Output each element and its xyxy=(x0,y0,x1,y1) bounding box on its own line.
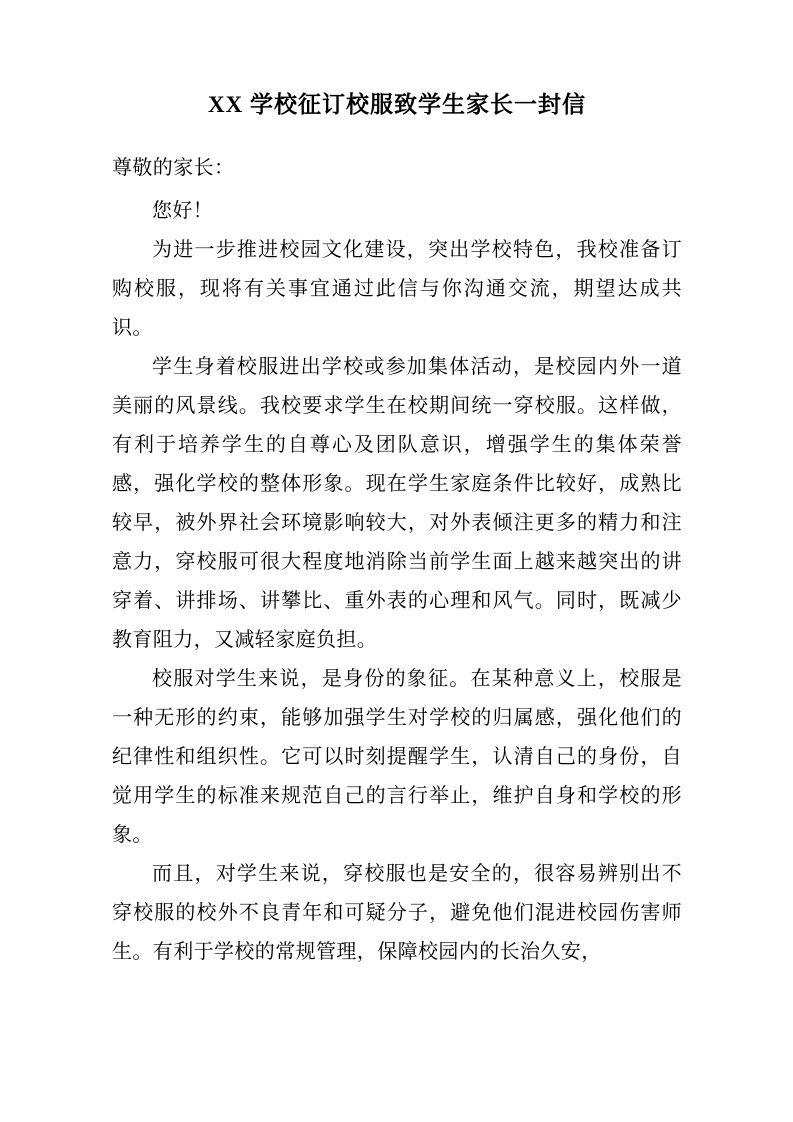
paragraph-4: 校服对学生来说，是身份的象征。在某种意义上，校服是一种无形的约束，能够加强学生对学校的归属感，强化他们的纪律性和组织性。它可以时刻提醒学生，认清自己的身份，自觉用学生的标准来规范自己的言行举止，维护自身和学校的形象。 xyxy=(112,667,682,846)
paragraph-3: 学生身着校服进出学校或参加集体活动，是校园内外一道美丽的风景线。我校要求学生在校期间统一穿校服。这样做，有利于培养学生的自尊心及团队意识，增强学生的集体荣誉感，强化学校的整体形象。现在学生家庭条件比较好，成熟比较早，被外界社会环境影响较大，对外表倾注更多的精力和注意力，穿校服可很大程度地消除当前学生面上越来越突出的讲穿着、讲排场、讲攀比、重外表的心理和风气。同时，既减少教育阻力，又减轻家庭负担。 xyxy=(112,355,682,651)
salutation: 尊敬的家长： xyxy=(112,156,235,179)
document-body xyxy=(112,88,682,972)
paragraph-2: 为进一步推进校园文化建设，突出学校特色，我校准备订购校服，现将有关事宜通过此信与你沟通交流，期望达成共识。 xyxy=(112,238,682,339)
paragraph-5: 而且，对学生来说，穿校服也是安全的，很容易辨别出不穿校服的校外不良青年和可疑分子，避免他们混进校园伤害师生。有利于学校的常规管理，保障校园内的长治久安， xyxy=(112,862,682,963)
page-title: XX 学校征订校服致学生家长一封信 xyxy=(208,92,586,117)
paragraph-1: 您好！ xyxy=(152,199,214,222)
